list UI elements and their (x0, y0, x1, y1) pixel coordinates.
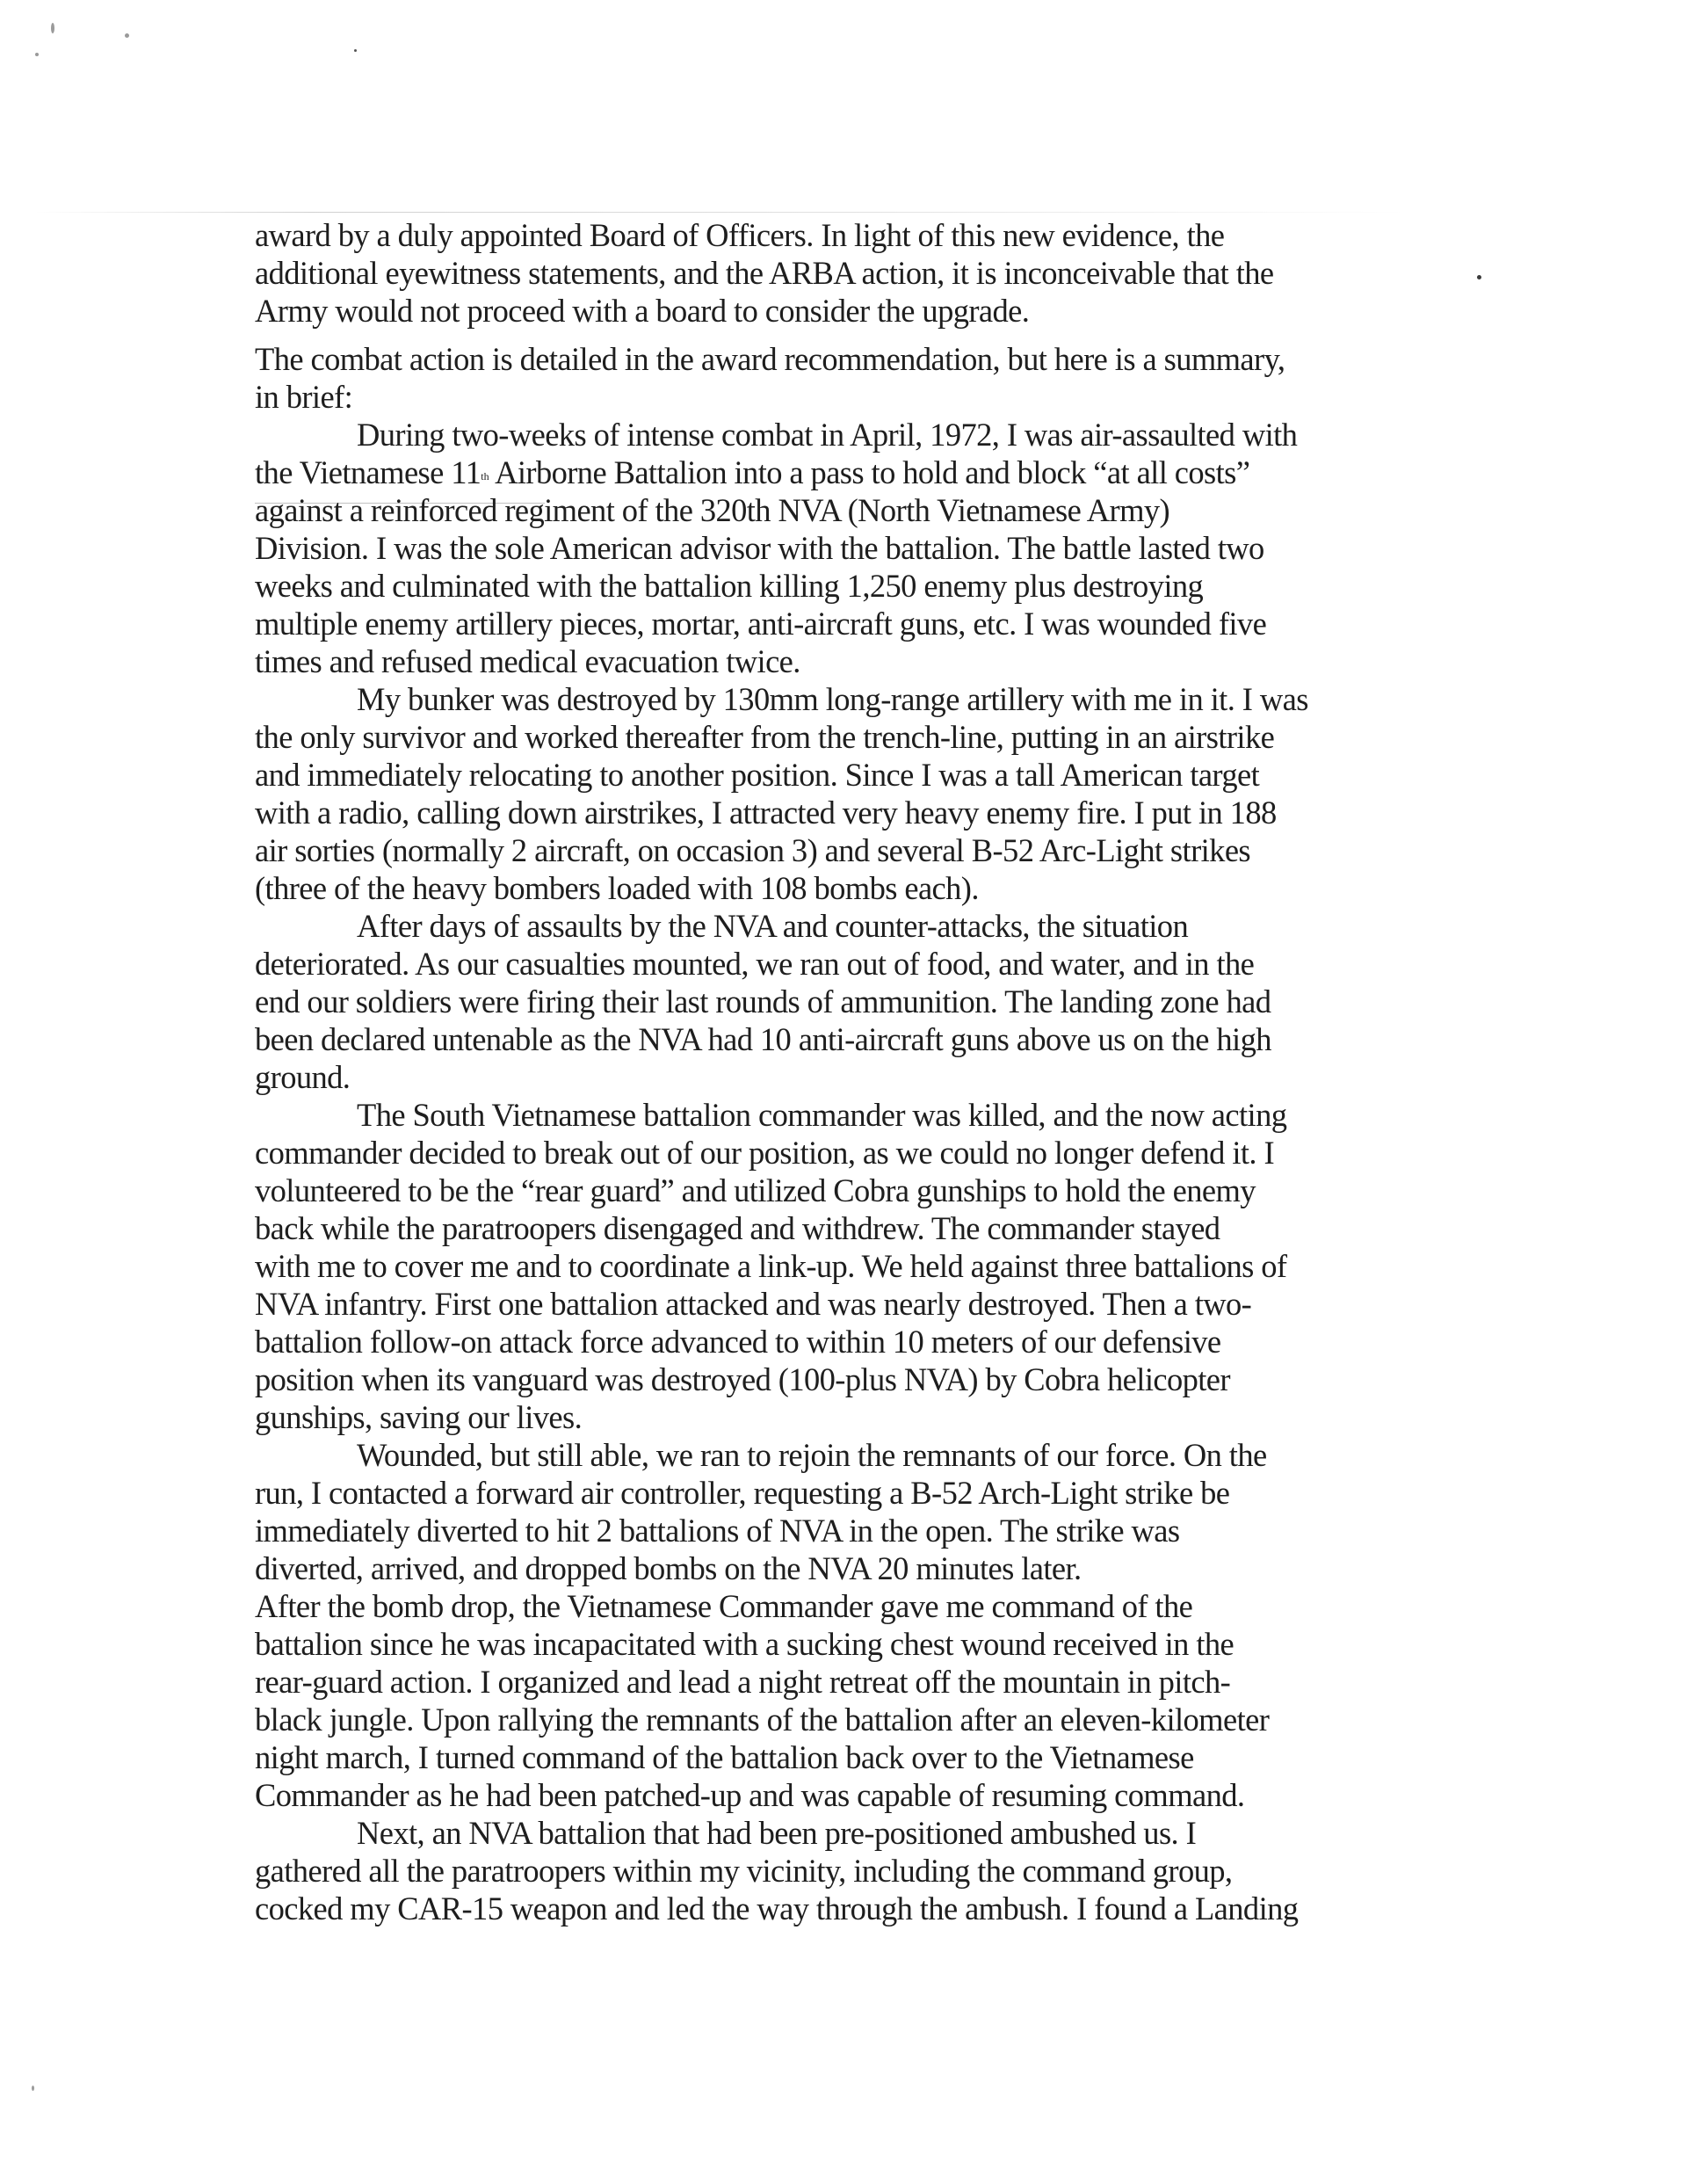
text-line: ground. (255, 1059, 351, 1095)
text-line: battalion since he was incapacitated with a sucking chest wound received in the (255, 1626, 1234, 1662)
text-line: with me to cover me and to coordinate a link-up. We held against three battalions of (255, 1248, 1287, 1284)
text-line: night march, I turned command of the battalion back over to the Vietnamese (255, 1739, 1194, 1775)
paragraph-intro-continuation (255, 216, 1485, 330)
paragraph-bunker-destroyed (255, 680, 1485, 907)
text-line: commander decided to break out of our position, as we could no longer defend it. I (255, 1135, 1275, 1171)
text-line: The combat action is detailed in the award recommendation, but here is a summary, (255, 341, 1285, 377)
text-line: multiple enemy artillery pieces, mortar, anti-aircraft guns, etc. I was wounded five (255, 606, 1267, 642)
text-line: against a reinforced regiment of the 320th NVA (North Vietnamese Army) (255, 492, 1170, 528)
paragraph-ambush (255, 1814, 1485, 1927)
text-line: Army would not proceed with a board to consider the upgrade. (255, 293, 1030, 329)
text-line: deteriorated. As our casualties mounted, we ran out of food, and water, and in the (255, 946, 1255, 982)
ordinal-superscript: th (481, 470, 489, 483)
scan-artifact-line (35, 212, 1406, 213)
text-line: cocked my CAR-15 weapon and led the way through the ambush. I found a Landing (255, 1890, 1299, 1926)
text-line: in brief: (255, 379, 353, 415)
text-line: After the bomb drop, the Vietnamese Commander gave me command of the (255, 1588, 1193, 1624)
text-line: diverted, arrived, and dropped bombs on the NVA 20 minutes later. (255, 1550, 1082, 1586)
text-line: the only survivor and worked thereafter from the trench-line, putting in an airstrike (255, 719, 1275, 755)
text-line: After days of assaults by the NVA and counter-attacks, the situation (357, 908, 1189, 944)
text-line: gathered all the paratroopers within my vicinity, including the command group, (255, 1853, 1233, 1889)
paragraph-gap (255, 330, 1485, 340)
text-line: Commander as he had been patched-up and was capable of resuming command. (255, 1777, 1245, 1813)
text-line: times and refused medical evacuation twice. (255, 643, 800, 679)
scan-speck (32, 2086, 34, 2091)
text-line: and immediately relocating to another position. Since I was a tall American target (255, 757, 1260, 793)
paragraph-two-weeks-combat (255, 416, 1485, 680)
text-line: the Vietnamese 11th Airborne Battalion into a pass to hold and block “at all costs” (255, 454, 1250, 490)
scan-speck (35, 53, 39, 56)
scan-speck (51, 23, 54, 33)
text-line: volunteered to be the “rear guard” and utilized Cobra gunships to hold the enemy (255, 1172, 1256, 1208)
paragraph-b52-diverted (255, 1436, 1485, 1587)
text-line: additional eyewitness statements, and the ARBA action, it is inconceivable that the (255, 255, 1274, 291)
text-line: My bunker was destroyed by 130mm long-range artillery with me in it. I was (357, 681, 1308, 717)
text-line: The South Vietnamese battalion commander was killed, and the now acting (357, 1097, 1287, 1133)
text-line: Next, an NVA battalion that had been pre-positioned ambushed us. I (357, 1815, 1197, 1851)
paragraph-situation-deteriorated (255, 907, 1485, 1096)
text-line: Wounded, but still able, we ran to rejoin the remnants of our force. On the (357, 1437, 1267, 1473)
text-line: black jungle. Upon rallying the remnants of the battalion after an eleven-kilometer (255, 1701, 1270, 1738)
paragraph-summary-intro (255, 340, 1485, 416)
text-line: been declared untenable as the NVA had 10 anti-aircraft guns above us on the high (255, 1021, 1271, 1057)
text-line: end our soldiers were firing their last rounds of ammunition. The landing zone had (255, 983, 1271, 1019)
scan-speck (354, 49, 357, 52)
text-line: (three of the heavy bombers loaded with 108 bombs each). (255, 870, 979, 906)
text-line: run, I contacted a forward air controller, requesting a B-52 Arch-Light strike be (255, 1475, 1230, 1511)
text-line: weeks and culminated with the battalion killing 1,250 enemy plus destroying (255, 568, 1204, 604)
document-body (255, 216, 1485, 1927)
text-line: NVA infantry. First one battalion attacked and was nearly destroyed. Then a two- (255, 1286, 1252, 1322)
text-line: air sorties (normally 2 aircraft, on occasion 3) and several B-52 Arc-Light strikes (255, 832, 1251, 868)
text-line: gunships, saving our lives. (255, 1399, 583, 1435)
text-line: position when its vanguard was destroyed (100-plus NVA) by Cobra helicopter (255, 1361, 1230, 1397)
scan-speck (125, 33, 129, 38)
text-line: Division. I was the sole American advisor with the battalion. The battle lasted two (255, 530, 1264, 566)
paragraph-rear-guard (255, 1096, 1485, 1436)
text-line: immediately diverted to hit 2 battalions of NVA in the open. The strike was (255, 1513, 1180, 1549)
text-line: battalion follow-on attack force advanced to within 10 meters of our defensive (255, 1324, 1221, 1360)
text-line: back while the paratroopers disengaged and withdrew. The commander stayed (255, 1210, 1220, 1246)
text-line: During two-weeks of intense combat in April, 1972, I was air-assaulted with (357, 417, 1298, 453)
paragraph-night-retreat (255, 1587, 1485, 1814)
text-line: rear-guard action. I organized and lead a night retreat off the mountain in pitch- (255, 1664, 1231, 1700)
text-line: award by a duly appointed Board of Officers. In light of this new evidence, the (255, 217, 1225, 253)
text-line: with a radio, calling down airstrikes, I attracted very heavy enemy fire. I put in 188 (255, 795, 1277, 831)
